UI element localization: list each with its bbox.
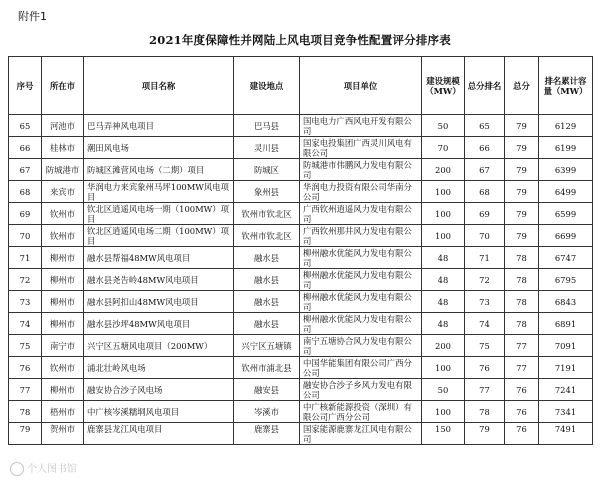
header-cumulative: 排名累计容量（MW）	[539, 57, 593, 115]
cell-rank: 70	[465, 225, 505, 247]
cell-rank: 65	[465, 115, 505, 137]
cell-capacity: 100	[422, 181, 465, 203]
header-project-name: 项目名称	[84, 57, 234, 115]
cell-seq: 79	[9, 423, 42, 445]
cell-location: 岑溪市	[234, 401, 300, 423]
cell-score: 79	[505, 159, 539, 181]
cell-location: 融安县	[234, 379, 300, 401]
cell-city: 柳州市	[42, 269, 84, 291]
cell-location: 融水县	[234, 247, 300, 269]
cell-cumulative: 7191	[539, 357, 593, 379]
cell-seq: 76	[9, 357, 42, 379]
cell-company: 国电电力广西风电开发有限公司	[300, 115, 422, 137]
cell-capacity: 200	[422, 159, 465, 181]
cell-company: 中国华能集团有限公司广西分公司	[300, 357, 422, 379]
cell-capacity: 100	[422, 357, 465, 379]
table-row	[9, 115, 593, 137]
cell-company: 柳州融水优能风力发电有限公司	[300, 269, 422, 291]
cell-score: 77	[505, 335, 539, 357]
cell-cumulative: 7341	[539, 401, 593, 423]
header-seq: 序号	[9, 57, 42, 115]
cell-capacity: 48	[422, 291, 465, 313]
cell-seq: 66	[9, 137, 42, 159]
cell-score: 78	[505, 291, 539, 313]
cell-seq: 70	[9, 225, 42, 247]
cell-project-name: 中广核岑溪糯垌风电项目	[84, 401, 234, 423]
cell-cumulative: 6843	[539, 291, 593, 313]
cell-company: 柳州融水优能风力发电有限公司	[300, 291, 422, 313]
cell-project-name: 融水县阿扣山48MW风电项目	[84, 291, 234, 313]
cell-company: 南宁五塘协合风力发电有限公司	[300, 335, 422, 357]
cell-score: 76	[505, 401, 539, 423]
cell-project-name: 钦北区逍遥风电场一期（100MW）项目	[84, 203, 234, 225]
cell-location: 融水县	[234, 313, 300, 335]
page-title: 2021年度保障性并网陆上风电项目竞争性配置评分排序表	[149, 33, 451, 47]
header-city: 所在市	[42, 57, 84, 115]
cell-rank: 74	[465, 313, 505, 335]
cell-project-name: 防城区滩营风电场（二期）项目	[84, 159, 234, 181]
cell-location: 鹿寨县	[234, 423, 300, 445]
cell-rank: 76	[465, 357, 505, 379]
cell-company: 柳州融水优能风力发电有限公司	[300, 313, 422, 335]
cell-company: 融安协合沙子乡风力发电有限公司	[300, 379, 422, 401]
cell-project-name: 鹿寨县龙江风电项目	[84, 423, 234, 445]
cell-seq: 69	[9, 203, 42, 225]
cell-cumulative: 6891	[539, 313, 593, 335]
cell-cumulative: 6129	[539, 115, 593, 137]
cell-seq: 78	[9, 401, 42, 423]
cell-city: 柳州市	[42, 313, 84, 335]
cell-score: 79	[505, 203, 539, 225]
cell-project-name: 融安协合沙子风电场	[84, 379, 234, 401]
cell-company: 广西钦州逍遥风力发电有限公司	[300, 203, 422, 225]
table-row	[9, 423, 593, 445]
cell-rank: 73	[465, 291, 505, 313]
cell-cumulative: 6599	[539, 203, 593, 225]
cell-location: 融水县	[234, 291, 300, 313]
cell-project-name: 巴马弄神风电项目	[84, 115, 234, 137]
header-score: 总分	[505, 57, 539, 115]
cell-cumulative: 6795	[539, 269, 593, 291]
cell-company: 广西钦州那井风力发电有限公司	[300, 225, 422, 247]
cell-capacity: 48	[422, 247, 465, 269]
cell-seq: 68	[9, 181, 42, 203]
cell-score: 79	[505, 225, 539, 247]
cell-capacity: 100	[422, 225, 465, 247]
cell-score: 76	[505, 423, 539, 445]
cell-company: 中广核新能源投资（深圳）有限公司广西分公司	[300, 401, 422, 423]
watermark	[10, 460, 77, 476]
cell-company: 国家能源鹿寨龙江风电有限公司	[300, 423, 422, 445]
cell-city: 梧州市	[42, 401, 84, 423]
table-row	[9, 401, 593, 423]
cell-project-name: 融水县沙坪48MW风电项目	[84, 313, 234, 335]
cell-project-name: 钦北区逍遥风电场二期（100MW）项目	[84, 225, 234, 247]
table-row	[9, 203, 593, 225]
cell-location: 兴宁区五塘镇	[234, 335, 300, 357]
cell-location: 钦州市钦北区	[234, 203, 300, 225]
cell-city: 桂林市	[42, 137, 84, 159]
cell-cumulative: 6747	[539, 247, 593, 269]
cell-score: 79	[505, 115, 539, 137]
table-row	[9, 247, 593, 269]
cell-capacity: 200	[422, 335, 465, 357]
cell-city: 钦州市	[42, 203, 84, 225]
cell-project-name: 潮田风电场	[84, 137, 234, 159]
cell-cumulative: 6499	[539, 181, 593, 203]
header-company: 项目单位	[300, 57, 422, 115]
cell-city: 柳州市	[42, 247, 84, 269]
cell-company: 华润电力投资有限公司华南分公司	[300, 181, 422, 203]
cell-seq: 77	[9, 379, 42, 401]
header-capacity: 建设规模（MW）	[422, 57, 465, 115]
cell-cumulative: 6199	[539, 137, 593, 159]
cell-rank: 78	[465, 401, 505, 423]
cell-capacity: 50	[422, 115, 465, 137]
cell-cumulative: 7091	[539, 335, 593, 357]
table-row	[9, 291, 593, 313]
cell-rank: 71	[465, 247, 505, 269]
table-row	[9, 181, 593, 203]
cell-score: 78	[505, 269, 539, 291]
cell-project-name: 融水县帮福48MW风电项目	[84, 247, 234, 269]
cell-score: 78	[505, 247, 539, 269]
cell-capacity: 48	[422, 269, 465, 291]
cell-city: 河池市	[42, 115, 84, 137]
cell-capacity: 150	[422, 423, 465, 445]
cell-city: 柳州市	[42, 379, 84, 401]
cell-rank: 75	[465, 335, 505, 357]
cell-score: 79	[505, 137, 539, 159]
cell-city: 柳州市	[42, 291, 84, 313]
cell-rank: 79	[465, 423, 505, 445]
cell-capacity: 70	[422, 137, 465, 159]
cell-project-name: 华润电力来宾象州马坪100MW风电项目	[84, 181, 234, 203]
cell-city: 南宁市	[42, 335, 84, 357]
cell-score: 77	[505, 357, 539, 379]
cell-rank: 77	[465, 379, 505, 401]
cell-seq: 73	[9, 291, 42, 313]
cell-project-name: 兴宁区五塘风电项目（200MW）	[84, 335, 234, 357]
cell-capacity: 100	[422, 203, 465, 225]
table-row	[9, 335, 593, 357]
cell-score: 79	[505, 181, 539, 203]
cell-rank: 67	[465, 159, 505, 181]
table-row	[9, 357, 593, 379]
table-row	[9, 269, 593, 291]
table-row	[9, 379, 593, 401]
cell-location: 融水县	[234, 269, 300, 291]
header-rank: 总分排名	[465, 57, 505, 115]
cell-city: 防城港市	[42, 159, 84, 181]
table-row	[9, 313, 593, 335]
cell-cumulative: 6699	[539, 225, 593, 247]
cell-city: 钦州市	[42, 357, 84, 379]
attachment-label: 附件1	[18, 10, 47, 23]
table-row	[9, 137, 593, 159]
cell-rank: 72	[465, 269, 505, 291]
watermark-text: 个人图书馆	[27, 464, 77, 475]
cell-cumulative: 7491	[539, 423, 593, 445]
table-row	[9, 225, 593, 247]
cell-project-name: 浦北壮岭风电场	[84, 357, 234, 379]
cell-score: 78	[505, 313, 539, 335]
cell-capacity: 48	[422, 313, 465, 335]
cell-company: 防城港市伟鹏风力发电有限公司	[300, 159, 422, 181]
ranking-table	[8, 56, 593, 445]
cell-seq: 75	[9, 335, 42, 357]
table-header-row	[9, 57, 593, 115]
cell-location: 灵川县	[234, 137, 300, 159]
cell-cumulative: 7241	[539, 379, 593, 401]
cell-rank: 66	[465, 137, 505, 159]
cell-location: 钦州市钦北区	[234, 225, 300, 247]
cell-seq: 74	[9, 313, 42, 335]
cell-city: 来宾市	[42, 181, 84, 203]
cell-score: 76	[505, 379, 539, 401]
cell-capacity: 100	[422, 401, 465, 423]
cell-cumulative: 6399	[539, 159, 593, 181]
header-location: 建设地点	[234, 57, 300, 115]
cell-seq: 67	[9, 159, 42, 181]
cell-company: 柳州融水优能风力发电有限公司	[300, 247, 422, 269]
cell-rank: 69	[465, 203, 505, 225]
cell-company: 国家电投集团广西灵川风电有限公司	[300, 137, 422, 159]
cell-city: 钦州市	[42, 225, 84, 247]
watermark-logo-icon	[10, 462, 24, 476]
cell-city: 贺州市	[42, 423, 84, 445]
cell-seq: 72	[9, 269, 42, 291]
cell-location: 防城区	[234, 159, 300, 181]
cell-location: 巴马县	[234, 115, 300, 137]
cell-capacity: 50	[422, 379, 465, 401]
cell-seq: 71	[9, 247, 42, 269]
cell-location: 钦州市浦北县	[234, 357, 300, 379]
cell-location: 象州县	[234, 181, 300, 203]
cell-project-name: 融水县尧告岭48MW风电项目	[84, 269, 234, 291]
cell-seq: 65	[9, 115, 42, 137]
table-row	[9, 159, 593, 181]
cell-rank: 68	[465, 181, 505, 203]
